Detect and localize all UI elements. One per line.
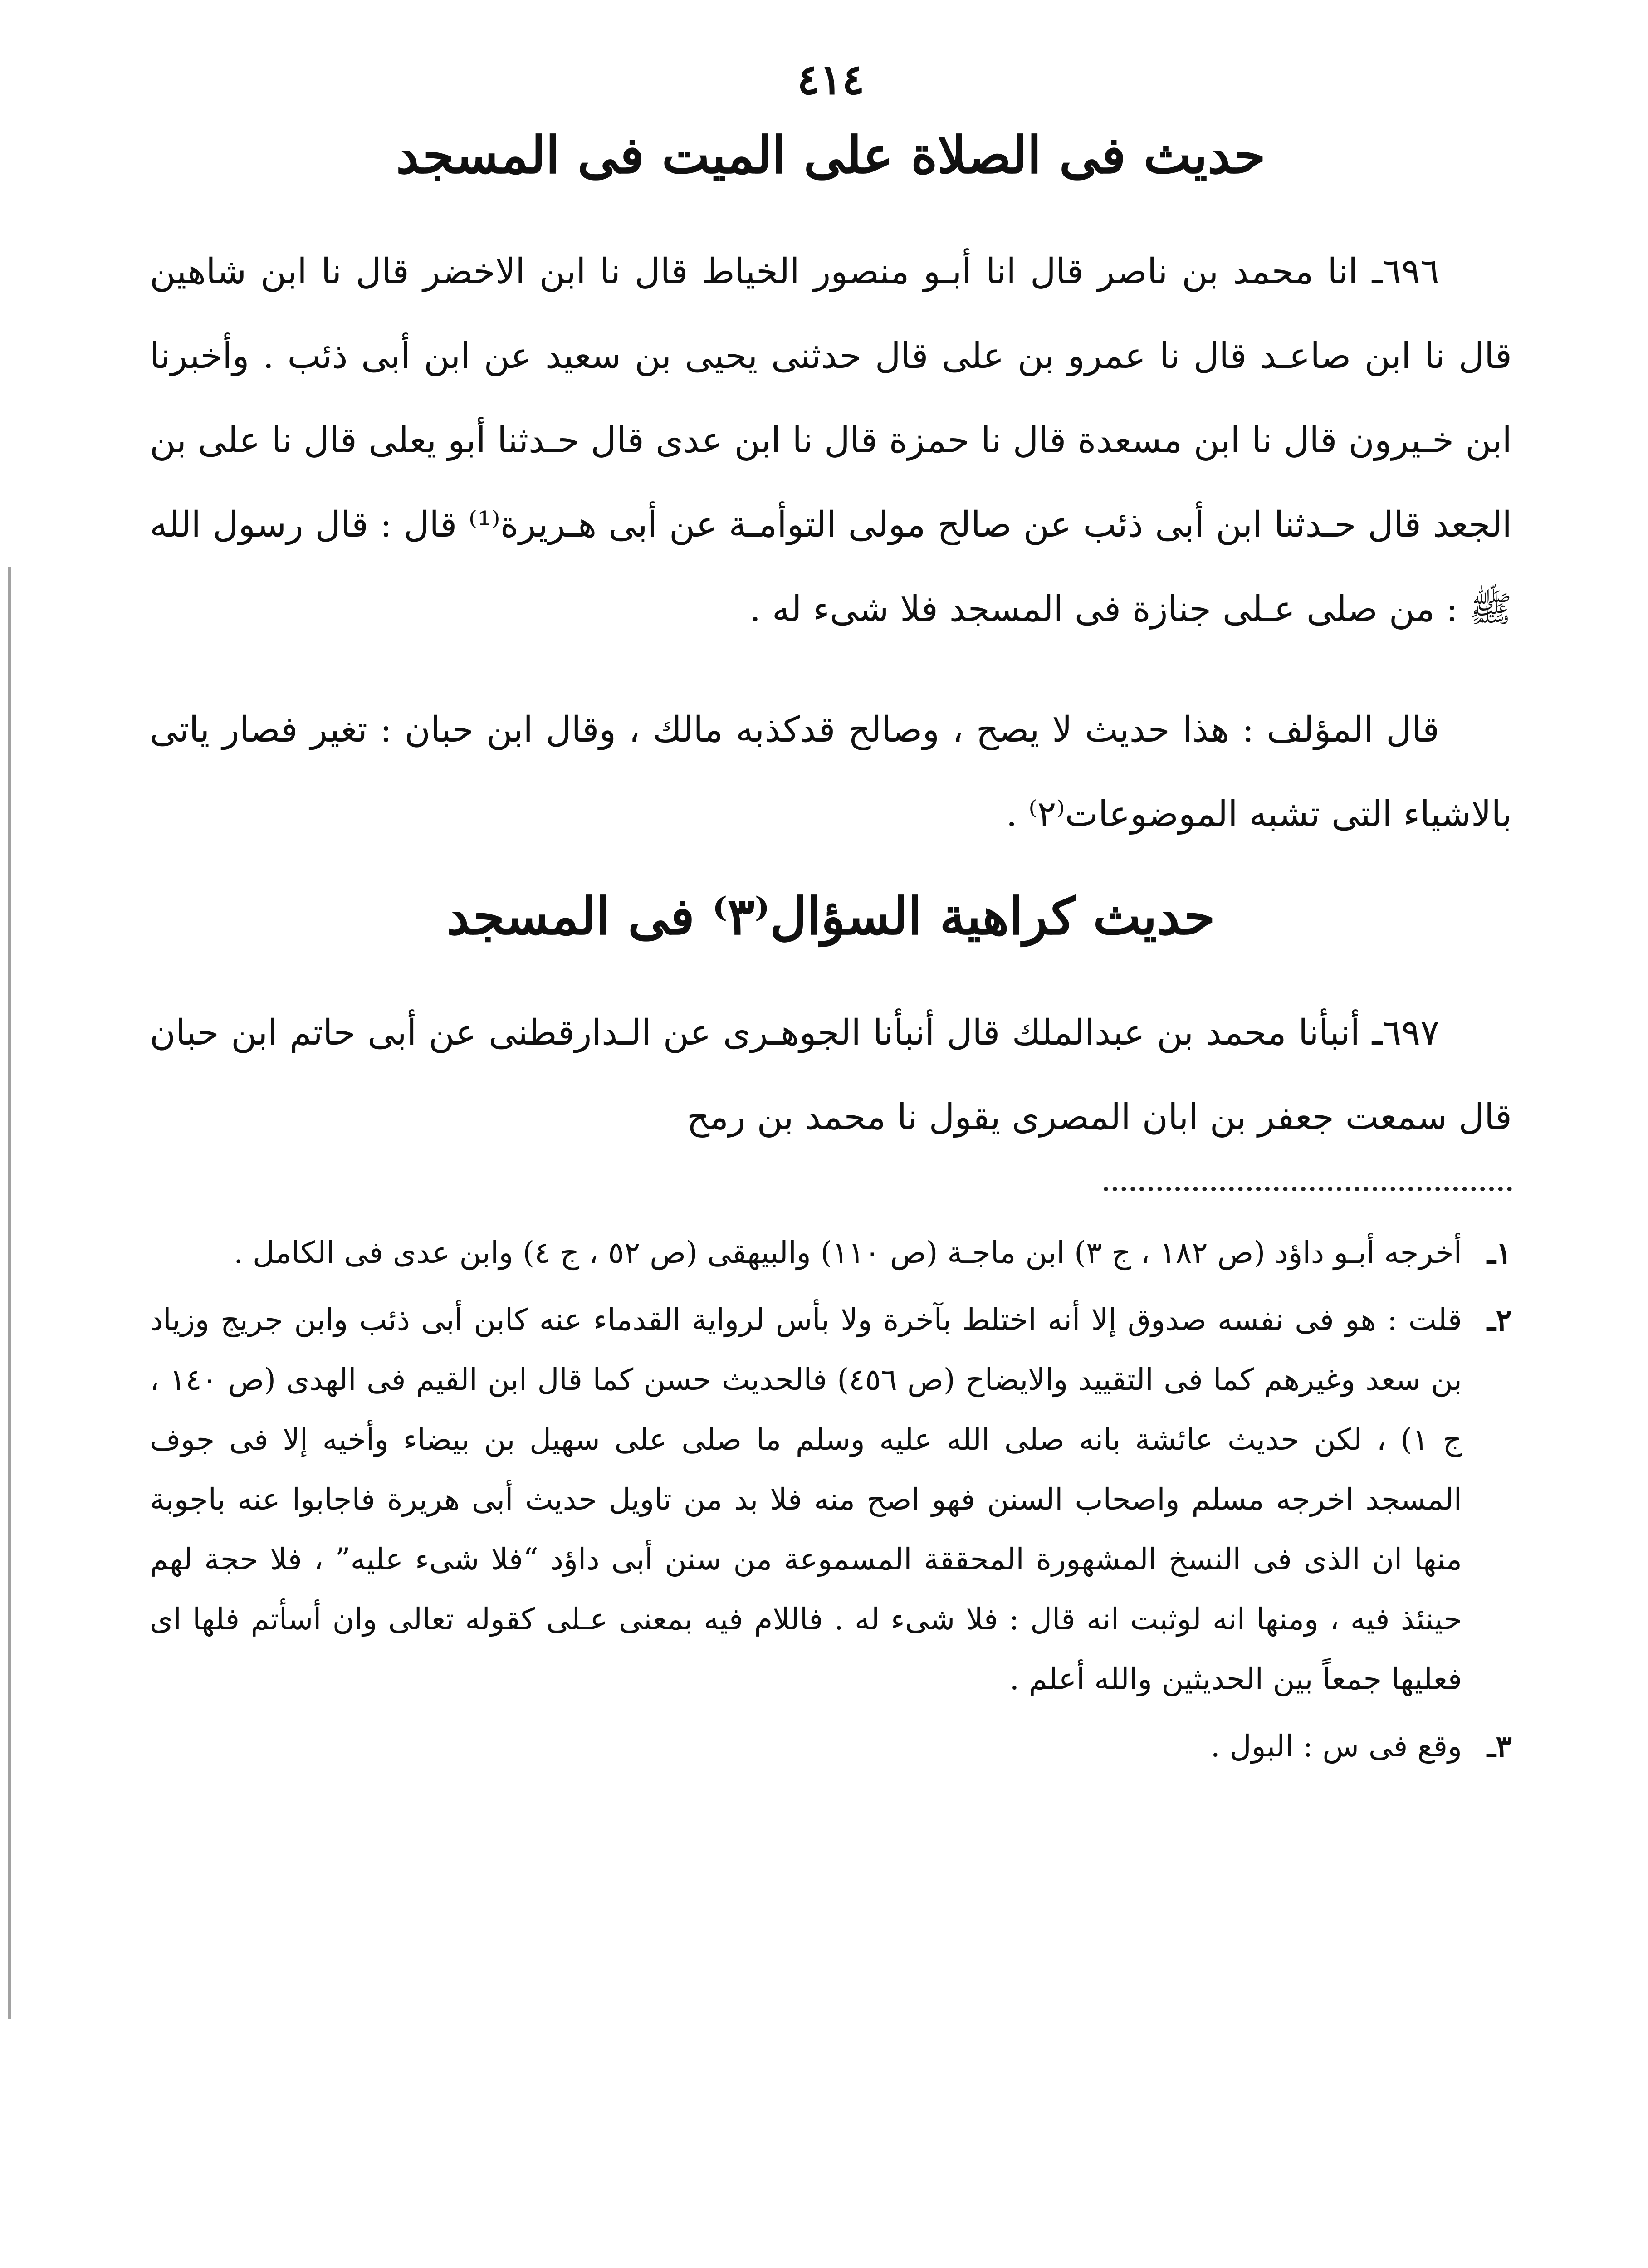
footnote-separator (1104, 1187, 1512, 1191)
hadith-697: ٦٩٧ـ أنبأنا محمد بن عبدالملك قال أنبأنا الجوهـرى عن الـدارقطنى عن أبى حاتم ابن حبان قال سمعت جعفر بن ابان المصرى يقول نا محمد بن رمح (150, 1012, 1512, 1138)
footnote-3 (150, 1716, 1512, 1776)
section-title-1: حديث فى الصلاة على الميت فى المسجد (396, 126, 1266, 186)
footnote-text: قلت : هو فى نفسه صدوق إلا أنه اختلط بآخرة ولا بأس لرواية القدماء عنه كابن أبى ذئب وابن جريج وزياد بن سعد وغيرهم كما فى التقييد والايضاح (ص ٤٥٦) فالحديث حسن كما قال ابن القيم فى الهدى (ص ١٤٠ ، ج ١) ، لكن حديث عائشة بانه صلى الله عليه وسلم ما صلى على سهيل بن بيضاء وأخيه إلا فى جوف المسجد اخرجه مسلم واصحاب السنن فهو اصح منه فلا بد من تاويل حديث أبى هريرة فاجابوا عنه باجوبة منها ان الذى فى النسخ المشهورة المحققة المسموعة من سنن أبى داؤد “فلا شىء عليه” ، فلا حجة لهم حينئذ فيه ، ومنها انه لوثبت انه قال : فلا شىء له . فاللام فيه بمعنى عـلى كقوله تعالى وان أسأتم فلها اى فعليها جمعاً بين الحديثين والله أعلم . (150, 1302, 1462, 1696)
page-content (150, 54, 1512, 1784)
footnote-1 (150, 1223, 1512, 1283)
footnote-number: ٢ـ (1487, 1302, 1512, 1338)
page-number: ٤١٤ (797, 55, 865, 104)
section-title-2: حديث كراهية السؤال⁽٣⁾ فى المسجد (446, 886, 1215, 946)
hadith-696: ٦٩٦ـ انا محمد بن ناصر قال انا أبـو منصور الخياط قال نا ابن الاخضر قال نا ابن شاهين قال نا ابن صاعـد قال نا عمرو بن على قال حدثنى يحيى بن سعيد عن ابن أبى ذئب . وأخبرنا ابن خـيرون قال نا ابن مسعدة قال نا حمزة قال نا ابن عدى قال حـدثنا أبو يعلى قال نا على بن الجعد قال حـدثنا ابن أبى ذئب عن صالح مولى التوأمـة عن أبى هـريرة⁽¹⁾ قال : قال رسول الله ﷺ : من صلى عـلى جنازة فى المسجد فلا شىء له . (150, 251, 1512, 630)
scan-edge-line (8, 567, 11, 2019)
footnote-number: ٣ـ (1487, 1728, 1512, 1764)
author-commentary: قال المؤلف : هذا حديث لا يصح ، وصالح قدكذبه مالك ، وقال ابن حبان : تغير فصار ياتى بالاشياء التى تشبه الموضوعات⁽٢⁾ . (150, 709, 1512, 835)
footnote-text: أخرجه أبـو داؤد (ص ١٨٢ ، ج ٣) ابن ماجـة (ص ١١٠) والبيهقى (ص ٥٢ ، ج ٤) وابن عدى فى الكامل . (234, 1235, 1462, 1270)
footnote-number: ١ـ (1487, 1235, 1512, 1271)
footnote-text: وقع فى س : البول . (1210, 1728, 1462, 1764)
footnote-2 (150, 1290, 1512, 1709)
